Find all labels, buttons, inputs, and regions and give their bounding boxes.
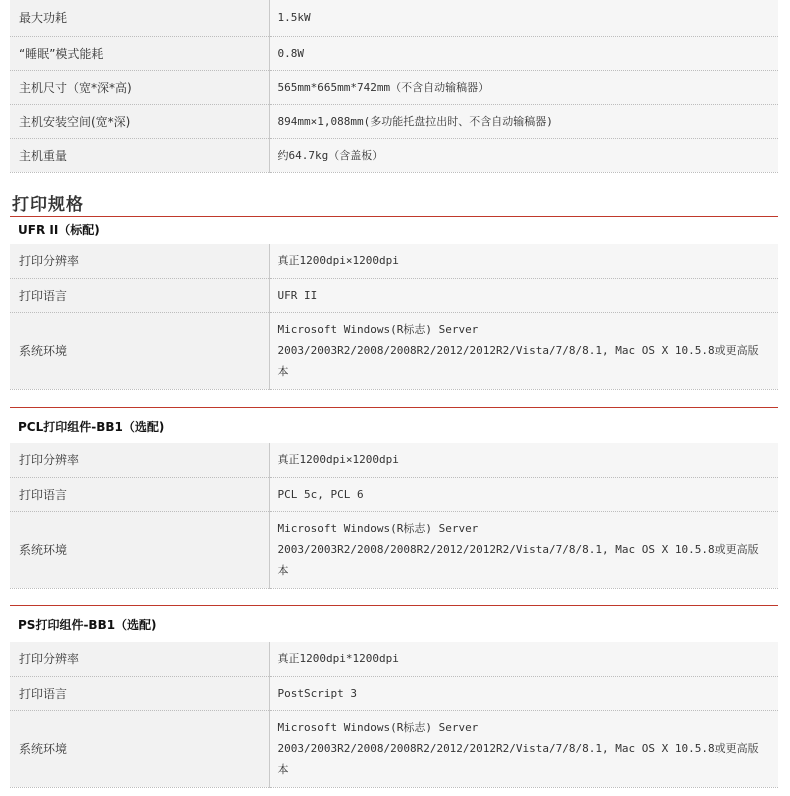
row-value: PCL 5c, PCL 6: [269, 477, 778, 511]
table-row: [10, 104, 778, 138]
block-header-pcl: [10, 407, 778, 433]
row-value: Microsoft Windows(R标志) Server 2003/2003R2/2008/2008R2/2012/2012R2/Vista/7/8/8.1, Mac OS X 10.5.8或更高版本: [269, 710, 778, 787]
table-row: [10, 244, 778, 278]
table-row: [10, 477, 778, 511]
table-row: [10, 511, 778, 588]
row-label: 主机安装空间(宽*深): [10, 104, 269, 138]
row-label: 最大功耗: [10, 0, 269, 36]
table-row: [10, 642, 778, 676]
block-header-ufr: [10, 216, 778, 242]
row-value: 894mm×1,088mm(多功能托盘拉出时、不含自动输稿器): [269, 104, 778, 138]
ufr-spec-table: [10, 244, 778, 390]
row-value: 真正1200dpi×1200dpi: [269, 443, 778, 477]
section-title: 打印规格: [12, 195, 84, 215]
block-title: PS打印组件-BB1（选配): [18, 618, 157, 632]
row-label: 系统环境: [10, 511, 269, 588]
table-row: [10, 312, 778, 389]
ps-spec-table: [10, 642, 778, 788]
table-row: [10, 138, 778, 172]
row-value: 1.5kW: [269, 0, 778, 36]
row-label: 主机重量: [10, 138, 269, 172]
table-row: [10, 676, 778, 710]
row-label: 系统环境: [10, 710, 269, 787]
table-row: [10, 710, 778, 787]
row-value: 真正1200dpi*1200dpi: [269, 642, 778, 676]
block-title: PCL打印组件-BB1（选配): [18, 420, 165, 434]
row-label: 系统环境: [10, 312, 269, 389]
row-label: 主机尺寸（宽*深*高): [10, 70, 269, 104]
row-value: Microsoft Windows(R标志) Server 2003/2003R2/2008/2008R2/2012/2012R2/Vista/7/8/8.1, Mac OS X 10.5.8或更高版本: [269, 312, 778, 389]
table-row: [10, 443, 778, 477]
row-label: 打印分辨率: [10, 443, 269, 477]
block-header-ps: [10, 605, 778, 631]
row-value: Microsoft Windows(R标志) Server 2003/2003R2/2008/2008R2/2012/2012R2/Vista/7/8/8.1, Mac OS X 10.5.8或更高版本: [269, 511, 778, 588]
row-label: 打印语言: [10, 278, 269, 312]
pcl-spec-table: [10, 443, 778, 589]
row-label: 打印分辨率: [10, 642, 269, 676]
row-label: 打印语言: [10, 477, 269, 511]
table-row: [10, 278, 778, 312]
block-title: UFR II（标配): [18, 223, 100, 237]
top-spec-table: [10, 0, 778, 173]
row-label: “睡眠”模式能耗: [10, 36, 269, 70]
table-row: [10, 0, 778, 36]
table-row: [10, 70, 778, 104]
table-row: [10, 36, 778, 70]
row-value: PostScript 3: [269, 676, 778, 710]
row-value: 约64.7kg（含盖板）: [269, 138, 778, 172]
row-label: 打印语言: [10, 676, 269, 710]
row-label: 打印分辨率: [10, 244, 269, 278]
row-value: 真正1200dpi×1200dpi: [269, 244, 778, 278]
row-value: 565mm*665mm*742mm（不含自动输稿器）: [269, 70, 778, 104]
row-value: 0.8W: [269, 36, 778, 70]
row-value: UFR II: [269, 278, 778, 312]
